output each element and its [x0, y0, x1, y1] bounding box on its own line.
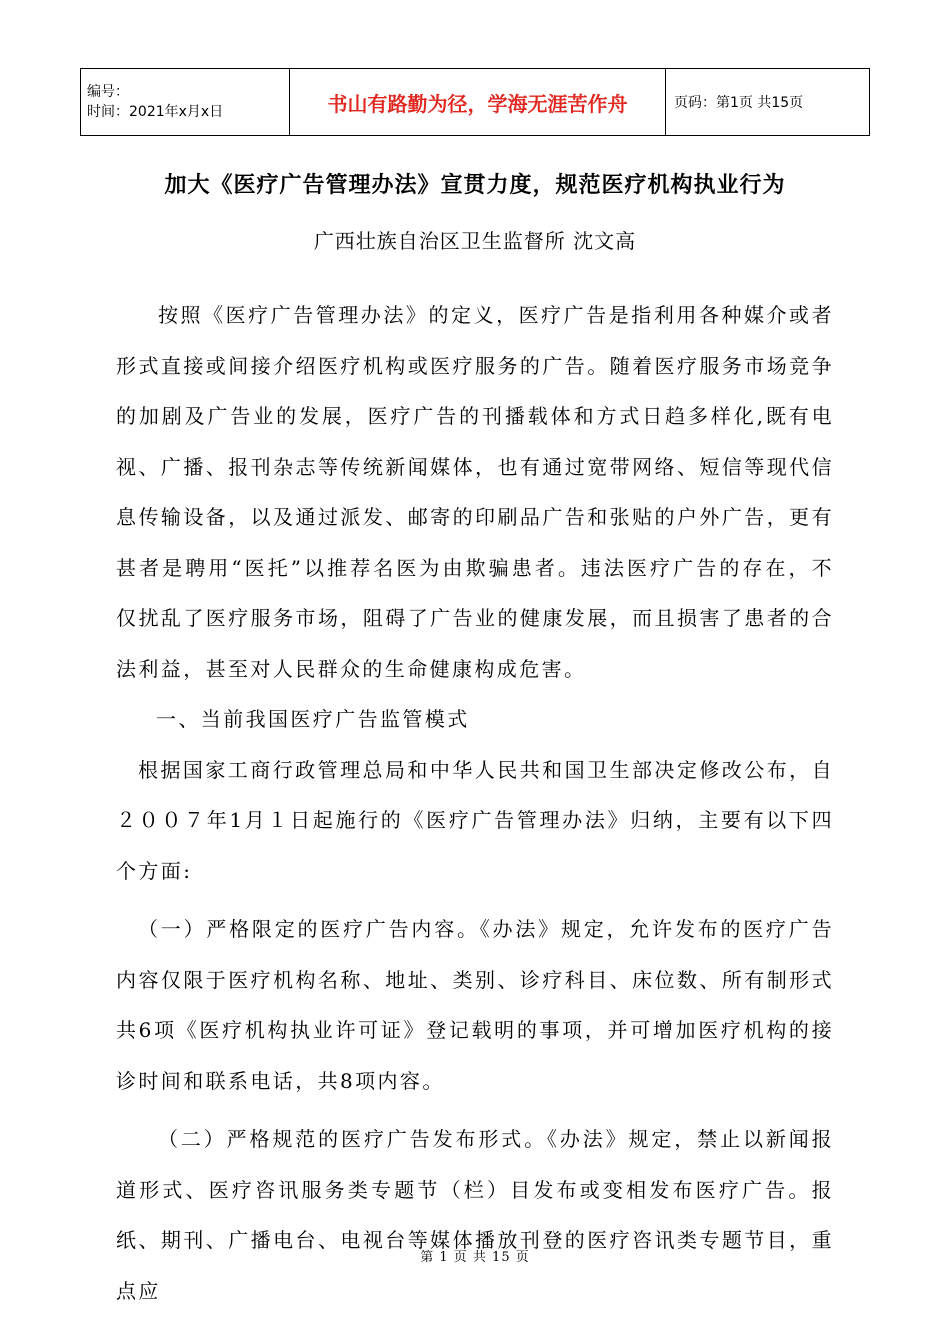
section-heading: 一、当前我国医疗广告监管模式	[156, 707, 470, 731]
paragraph-basis: 根据国家工商行政管理总局和中华人民共和国卫生部决定修改公布，自２００７年1月１日起施行的《医疗广告管理办法》归纳，主要有以下四个方面:	[116, 757, 834, 883]
paragraph-item-1: （一）严格限定的医疗广告内容。《办法》规定，允许发布的医疗广告内容仅限于医疗机构名称、地址、类别、诊疗科目、床位数、所有制形式共6项《医疗机构执业许可证》登记载明的事项，并可增加医疗机构的接诊时间和联系电话，共8项内容。	[116, 917, 834, 1093]
document-date-label: 时间：2021年x月x日	[87, 104, 224, 120]
document-number-label: 编号：	[87, 84, 129, 100]
paragraph-item-2: （二）严格规范的医疗广告发布形式。《办法》规定，禁止以新闻报道形式、医疗咨讯服务类专题节（栏）目发布或变相发布医疗广告。报纸、期刊、广播电台、电视台等媒体播放刊登的医疗咨讯类专题节目，重点应	[116, 1127, 834, 1303]
page-footer: 第 1 页 共 15 页	[420, 1250, 530, 1265]
header-motto: 书山有路勤为径，学海无涯苦作舟	[290, 69, 666, 136]
header-table	[80, 68, 870, 136]
header-page-info: 页码：第1页 共15页	[666, 69, 870, 136]
header-meta-cell	[81, 69, 290, 136]
document-body	[116, 290, 834, 1316]
document-author: 广西壮族自治区卫生监督所 沈文高	[313, 229, 637, 253]
document-title: 加大《医疗广告管理办法》宣贯力度，规范医疗机构执业行为	[164, 173, 786, 198]
paragraph-intro: 按照《医疗广告管理办法》的定义，医疗广告是指利用各种媒介或者形式直接或间接介绍医疗机构或医疗服务的广告。随着医疗服务市场竞争的加剧及广告业的发展，医疗广告的刊播载体和方式日趋多样化,既有电视、广播、报刊杂志等传统新闻媒体，也有通过宽带网络、短信等现代信息传输设备，以及通过派发、邮寄的印刷品广告和张贴的户外广告，更有甚者是聘用“医托”以推荐名医为由欺骗患者。违法医疗广告的存在，不仅扰乱了医疗服务市场，阻碍了广告业的健康发展，而且损害了患者的合法利益，甚至对人民群众的生命健康构成危害。	[116, 303, 834, 681]
